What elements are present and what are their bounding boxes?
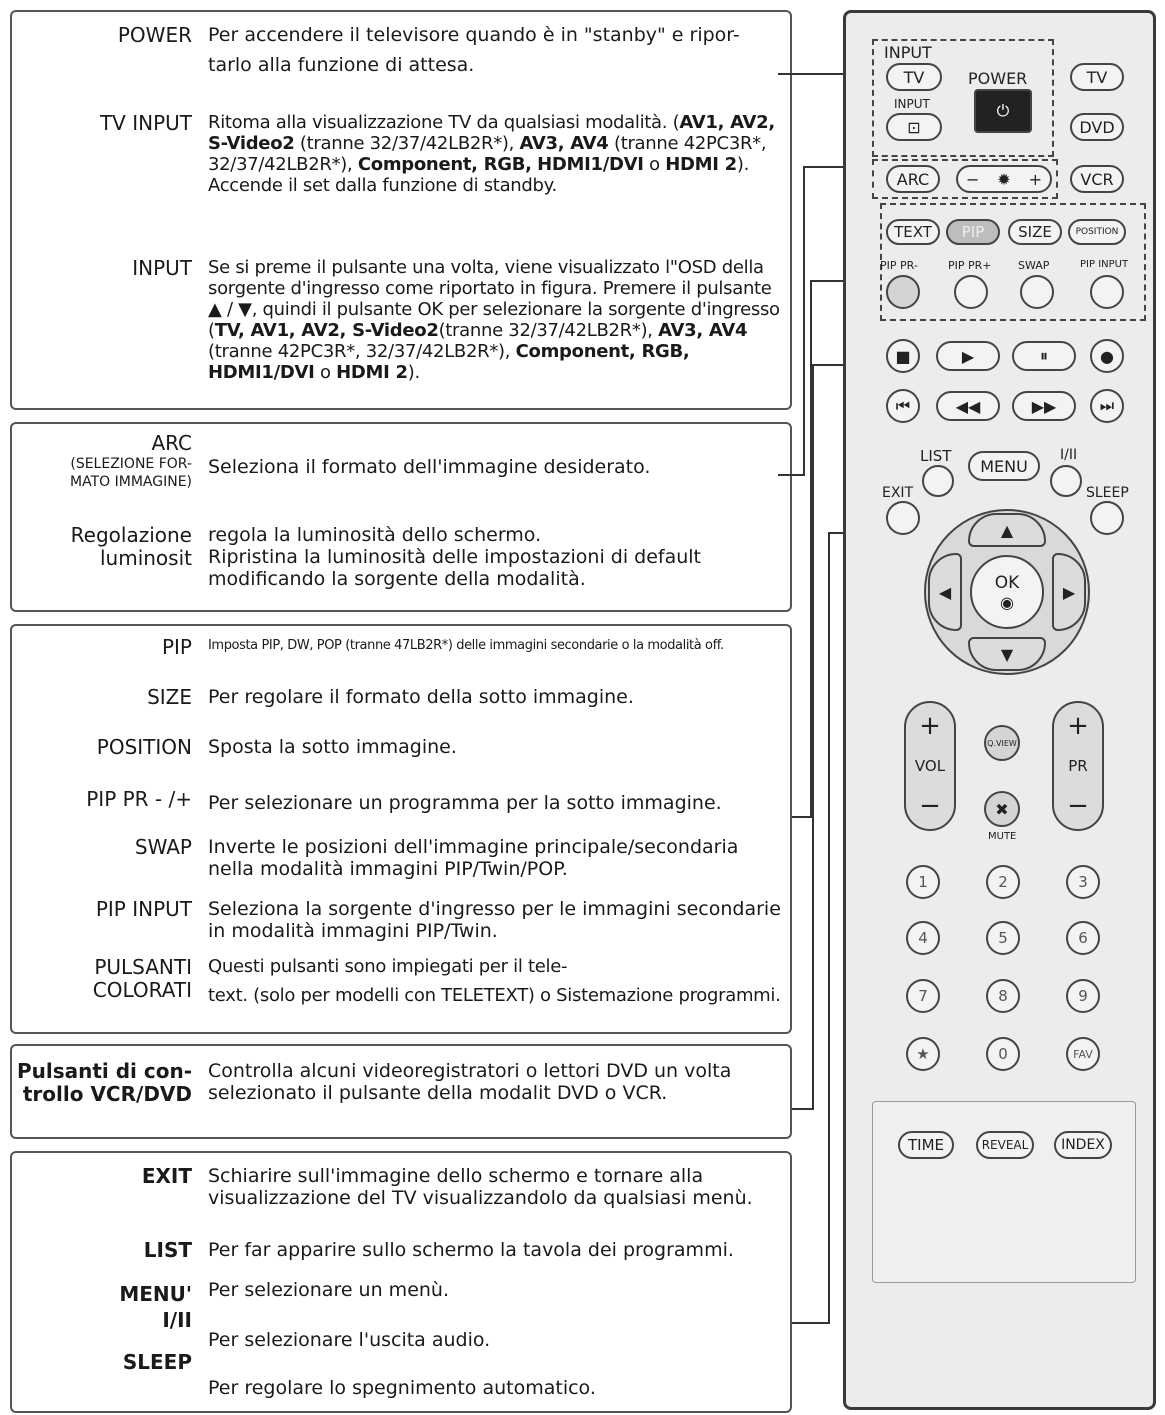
swap-label: SWAP: [134, 835, 192, 859]
tv-input-description: Ritoma alla visualizzazione TV da qualsiasi modalità. (AV1, AV2, S-Video2 (tranne 32/37/42LB2R*), AV3, AV4 (tranne 42PC3R*, 32/37/42LB2R*), Component, RGB, HDMI1/DVI o HDMI 2). Accende il set dalla funzione di standby.: [208, 112, 775, 196]
fast-forward-icon: ▶▶: [1031, 396, 1057, 416]
leader-vcr-end: [792, 1108, 814, 1110]
play-icon: ▶: [961, 346, 975, 366]
rewind-icon: ◀◀: [955, 396, 981, 416]
exit-label-remote: EXIT: [882, 485, 914, 501]
arc-label: ARC (SELEZIONE FOR- MATO IMMAGINE): [70, 431, 192, 490]
pip-input-label: PIP INPUT: [95, 897, 192, 921]
digit-4-button[interactable]: 4: [906, 921, 940, 955]
arc-sublabel: (SELEZIONE FOR- MATO IMMAGINE): [70, 456, 192, 490]
ok-dot-icon: ◉: [1000, 592, 1014, 612]
leader-arc-end: [778, 474, 805, 476]
section-menu: [10, 1151, 792, 1413]
pip-pr-plus-button[interactable]: [954, 275, 988, 309]
arrow-down-icon: ▼: [1000, 644, 1014, 664]
digit-9-button[interactable]: 9: [1066, 979, 1100, 1013]
colored-buttons-description: Questi pulsanti sono impiegati per il tele- text. (solo per modelli con TELETEXT) o Sistemazione programmi.: [208, 956, 781, 1006]
vol-label: VOL: [914, 757, 946, 775]
input-group-label: INPUT: [884, 43, 932, 62]
arrow-up-icon: ▲: [1000, 520, 1014, 540]
record-button[interactable]: [1090, 339, 1124, 373]
tv-mode-button[interactable]: TV: [1070, 63, 1124, 91]
play-button[interactable]: [936, 341, 1000, 371]
sleep-description: Per regolare lo spegnimento automatico.: [208, 1377, 596, 1399]
time-button[interactable]: TIME: [898, 1131, 954, 1159]
mute-button[interactable]: [984, 791, 1020, 827]
pip-description: Imposta PIP, DW, POP (tranne 47LB2R*) delle immagini secondarie o la modalità off.: [208, 638, 724, 653]
digit-8-button[interactable]: 8: [986, 979, 1020, 1013]
menu-button[interactable]: MENU: [968, 451, 1040, 481]
pause-icon: ⏸: [1039, 346, 1048, 365]
exit-label: EXIT: [141, 1164, 192, 1188]
i-ii-label-remote: I/II: [1060, 447, 1078, 463]
input-description: Se si preme il pulsante una volta, viene visualizzato l"OSD della sorgente d'ingresso come riportato in figura. Premere il pulsante ▲ / ▼, quindi il pulsante OK per selezionare la sorgente d'ingresso (TV, AV1, AV2, S-Video2(tranne 32/37/42LB2R*), AV3, AV4 (tranne 42PC3R*, 32/37/42LB2R*), Component, RGB, HDMI1/DVI o HDMI 2).: [208, 257, 780, 383]
forward-button[interactable]: [1012, 391, 1076, 421]
i-ii-label: I/II: [162, 1308, 192, 1332]
digit-5-button[interactable]: 5: [986, 921, 1020, 955]
next-button[interactable]: [1090, 389, 1124, 423]
i-ii-button[interactable]: [1050, 465, 1082, 497]
size-button[interactable]: SIZE: [1008, 219, 1062, 245]
record-icon: ●: [1100, 346, 1114, 366]
swap-description: Inverte le posizioni dell'immagine principale/secondaria nella modalità immagini PIP/Twin/POP.: [208, 836, 739, 880]
teletext-panel: [872, 1101, 1136, 1283]
arc-button[interactable]: ARC: [886, 165, 940, 193]
arc-description: Seleziona il formato dell'immagine desiderato.: [208, 456, 651, 478]
i-ii-description: Per selezionare l'uscita audio.: [208, 1329, 491, 1351]
list-description: Per far apparire sullo schermo la tavola dei programmi.: [208, 1239, 734, 1261]
pip-pr-description: Per selezionare un programma per la sotto immagine.: [208, 792, 722, 814]
vcr-dvd-description: Controlla alcuni videoregistratori o lettori DVD un volta selezionato il pulsante della modalit DVD o VCR.: [208, 1060, 732, 1104]
sleep-button[interactable]: [1090, 501, 1124, 535]
brightness-rocker[interactable]: − ✹ +: [956, 165, 1052, 193]
pr-label: PR: [1068, 757, 1088, 775]
digit-3-button[interactable]: 3: [1066, 865, 1100, 899]
mute-icon: ✖: [995, 799, 1009, 819]
power-button[interactable]: [974, 89, 1032, 133]
pip-label: PIP: [161, 635, 192, 659]
leader-arc-v: [803, 166, 805, 476]
input-button[interactable]: [886, 113, 942, 141]
digit-0-button[interactable]: 0: [986, 1037, 1020, 1071]
pip-input-button[interactable]: [1090, 275, 1124, 309]
tv-input-label: TV INPUT: [99, 111, 192, 135]
skip-back-icon: ⏮: [895, 396, 911, 415]
pip-pr-label: PIP PR - /+: [86, 787, 192, 811]
fav-button[interactable]: FAV: [1066, 1037, 1100, 1071]
menu-description: Per selezionare un menù.: [208, 1279, 450, 1301]
swap-button[interactable]: [1020, 275, 1054, 309]
tv-input-button[interactable]: TV: [886, 63, 942, 91]
reveal-button[interactable]: REVEAL: [976, 1131, 1034, 1159]
brightness-label: Regolazione luminosit: [70, 523, 192, 570]
volume-rocker[interactable]: + VOL −: [904, 701, 956, 831]
vcr-dvd-label: Pulsanti di con- trollo VCR/DVD: [16, 1059, 192, 1106]
position-button[interactable]: POSITION: [1068, 219, 1126, 245]
digit-6-button[interactable]: 6: [1066, 921, 1100, 955]
skip-forward-icon: ⏭: [1099, 396, 1115, 415]
stop-icon: ■: [895, 346, 911, 366]
swap-label-remote: SWAP: [1018, 259, 1050, 272]
leader-menu-v: [828, 532, 830, 1324]
brightness-icon: ✹: [997, 169, 1011, 189]
leader-pip-end: [792, 816, 812, 818]
text-button[interactable]: TEXT: [886, 219, 940, 245]
digit-2-button[interactable]: 2: [986, 865, 1020, 899]
leader-vcr-v: [812, 364, 814, 1110]
pip-pr-plus-label: PIP PR+: [948, 259, 992, 272]
rewind-button[interactable]: [936, 391, 1000, 421]
power-description: Per accendere il televisore quando è in "stanby" e ripor- tarlo alla funzione di attesa.: [208, 24, 740, 76]
sleep-label: SLEEP: [122, 1350, 192, 1374]
pip-pr-minus-button[interactable]: [886, 275, 920, 309]
input-small-label: INPUT: [894, 97, 930, 111]
brightness-description: regola la luminosità dello schermo. Ripristina la luminosità delle impostazioni di default modificando la sorgente della modalità.: [208, 524, 701, 590]
pip-button[interactable]: PIP: [946, 219, 1000, 245]
pip-input-description: Seleziona la sorgente d'ingresso per le immagini secondarie in modalità immagini PIP/Twin.: [208, 898, 781, 942]
arrow-right-icon: ▶: [1062, 582, 1076, 602]
leader-menu-end: [792, 1322, 830, 1324]
input-source-icon: ⊡: [907, 117, 921, 137]
digit-1-button[interactable]: 1: [906, 865, 940, 899]
q-view-button[interactable]: Q.VIEW: [984, 725, 1020, 761]
up-button[interactable]: [968, 513, 1046, 547]
list-label: LIST: [143, 1238, 192, 1262]
mute-label: MUTE: [988, 831, 1017, 842]
exit-description: Schiarire sull'immagine dello schermo e tornare alla visualizzazione del TV visualizzandolo da qualsiasi menù.: [208, 1165, 753, 1209]
program-rocker[interactable]: + PR −: [1052, 701, 1104, 831]
star-button[interactable]: ★: [906, 1037, 940, 1071]
sleep-label-remote: SLEEP: [1086, 485, 1129, 501]
prev-button[interactable]: [886, 389, 920, 423]
power-label-remote: POWER: [968, 69, 1028, 88]
digit-7-button[interactable]: 7: [906, 979, 940, 1013]
pause-button[interactable]: [1012, 341, 1076, 371]
menu-label: MENU': [119, 1282, 192, 1306]
power-label: POWER: [117, 23, 192, 47]
index-button[interactable]: INDEX: [1054, 1131, 1112, 1159]
colored-buttons-label: PULSANTI COLORATI: [92, 955, 192, 1002]
power-icon: ⏻: [996, 101, 1010, 120]
position-description: Sposta la sotto immagine.: [208, 736, 457, 758]
dvd-mode-button[interactable]: DVD: [1070, 113, 1124, 141]
input-label: INPUT: [132, 256, 192, 280]
pip-pr-minus-label: PIP PR-: [880, 259, 918, 272]
list-label-remote: LIST: [920, 447, 952, 465]
ok-button[interactable]: OK ◉: [970, 555, 1044, 629]
section-vcr-dvd: [10, 1044, 792, 1139]
stop-button[interactable]: [886, 339, 920, 373]
position-label: POSITION: [96, 735, 192, 759]
arrow-left-icon: ◀: [938, 582, 952, 602]
pip-input-label-remote: PIP INPUT: [1080, 259, 1129, 270]
exit-button[interactable]: [886, 501, 920, 535]
section-pip: [10, 624, 792, 1034]
section-power-input: [10, 10, 792, 410]
vcr-mode-button[interactable]: VCR: [1070, 165, 1124, 193]
left-button[interactable]: [928, 553, 962, 631]
remote-control: [843, 10, 1156, 1410]
section-arc: [10, 422, 792, 612]
size-description: Per regolare il formato della sotto immagine.: [208, 686, 634, 708]
list-button[interactable]: [922, 465, 954, 497]
size-label: SIZE: [147, 685, 192, 709]
